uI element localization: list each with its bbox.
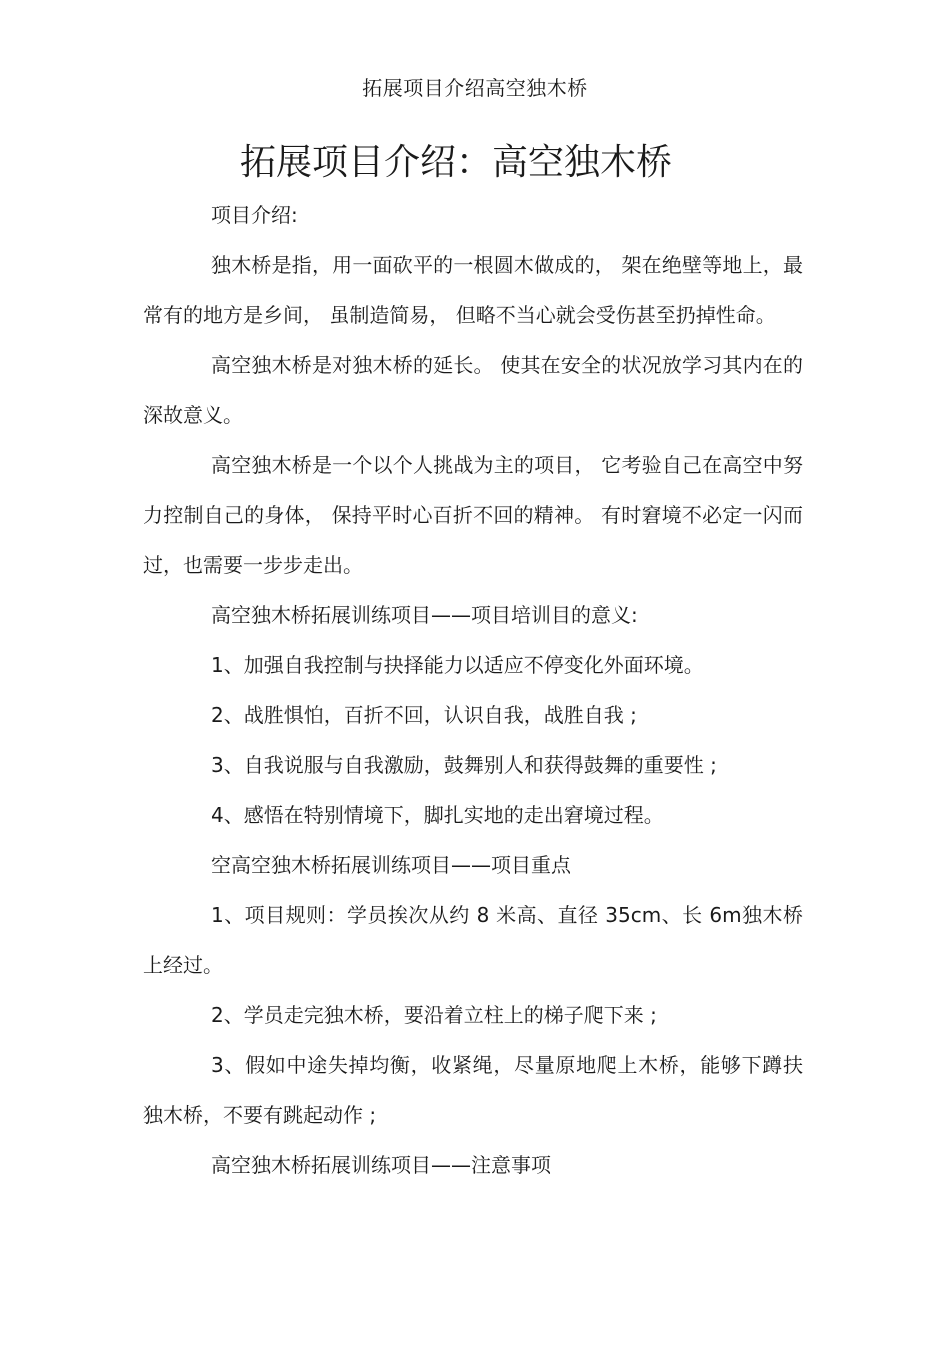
list-item-purpose-2: 2、战胜惧怕，百折不回，认识自我，战胜自我 ; — [211, 703, 637, 727]
list-item-rule-1: 1、项目规则：学员挨次从约 8 米高、直径 35cm、长 6m独木桥上经过。 — [143, 903, 803, 977]
list-item-purpose-1: 1、加强自我控制与抉择能力以适应不停变化外面环境。 — [211, 653, 704, 677]
paragraph-definition: 独木桥是指，用一面砍平的一根圆木做成的， 架在绝壁等地上，最常有的地方是乡间， 虽制造简易， 但略不当心就会受伤甚至扔掉性命。 — [143, 253, 803, 327]
list-item-rule-3: 3、假如中途失掉均衡，收紧绳，尽量原地爬上木桥，能够下蹲扶 独木桥，不要有跳起动作 ; — [143, 1053, 803, 1127]
list-item-purpose-4: 4、感悟在特别情境下，脚扎实地的走出窘境过程。 — [211, 803, 664, 827]
paragraph-extension: 高空独木桥是对独木桥的延长。 使其在安全的状况放学习其内在的深故意义。 — [143, 353, 803, 427]
running-header: 拓展项目介绍高空独木桥 — [362, 76, 588, 100]
section-heading-key-points: 空高空独木桥拓展训练项目——项目重点 — [211, 853, 571, 877]
section-heading-notes: 高空独木桥拓展训练项目——注意事项 — [211, 1153, 551, 1177]
paragraph-intro-label: 项目介绍: — [211, 203, 298, 227]
list-item-rule-2: 2、学员走完独木桥，要沿着立柱上的梯子爬下来 ; — [211, 1003, 657, 1027]
list-item-purpose-3: 3、自我说服与自我激励，鼓舞别人和获得鼓舞的重要性 ; — [211, 753, 717, 777]
paragraph-challenge: 高空独木桥是一个以个人挑战为主的项目， 它考验自己在高空中努力控制自己的身体， 保持平时心百折不回的精神。 有时窘境不必定一闪而过，也需要一步步走出。 — [143, 453, 803, 577]
document-body — [143, 190, 803, 1190]
section-heading-purpose: 高空独木桥拓展训练项目——项目培训目的意义: — [211, 603, 638, 627]
document-title: 拓展项目介绍：高空独木桥 — [239, 142, 672, 183]
